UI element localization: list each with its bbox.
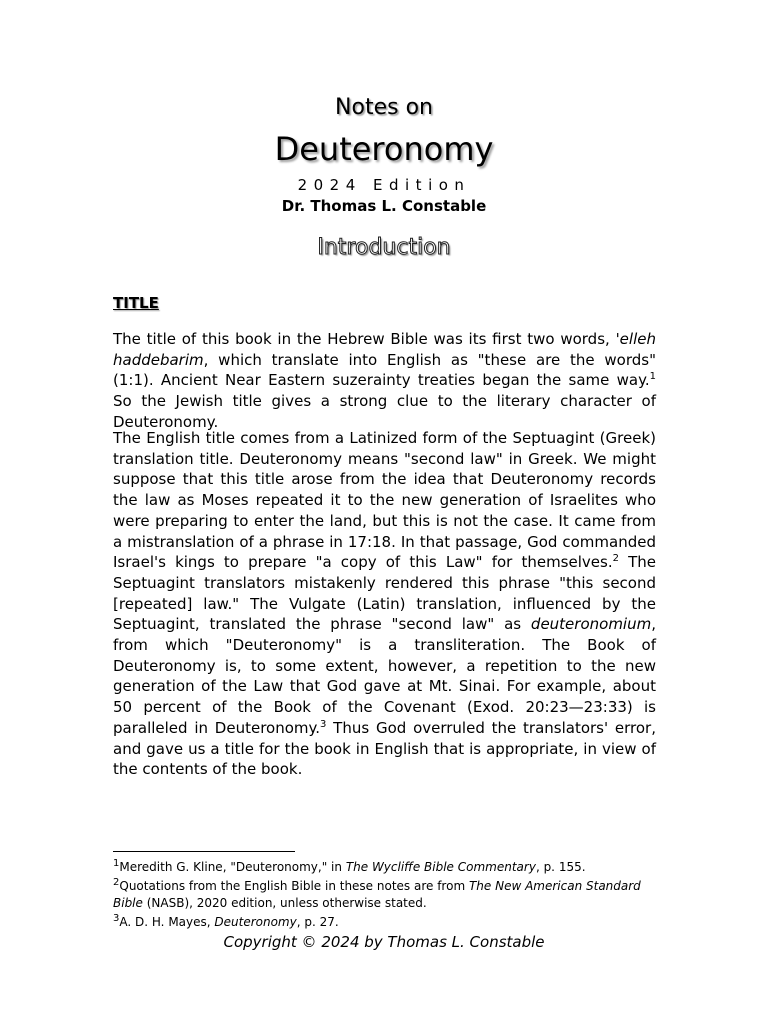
- footnote-2-text-c: (NASB), 2020 edition, unless otherwise stated.: [142, 896, 427, 910]
- footnote-2-number: 2: [113, 877, 120, 888]
- p1-text-a: The title of this book in the Hebrew Bible was its first two words,: [113, 330, 616, 348]
- footnote-1: [113, 859, 673, 876]
- footnote-1-number: 1: [113, 858, 120, 869]
- notes-on-label: Notes on: [335, 95, 433, 120]
- paragraph-1: [113, 329, 656, 433]
- footnote-ref-2[interactable]: 2: [612, 553, 619, 565]
- footnote-1-text-a: Meredith G. Kline, "Deuteronomy," in: [119, 860, 346, 874]
- footnote-3-text-c: , p. 27.: [296, 915, 339, 929]
- p1-text-d: So the Jewish title gives a strong clue to the literary character of Deuteronomy.: [113, 392, 656, 431]
- footnote-ref-1[interactable]: 1: [649, 371, 656, 383]
- p2-text-b: The Septuagint translators mistakenly rendered this phrase "this second [repeated] law." The Vulgate (Latin) translation, influenced by the Septuagint, translated the phrase "second law" as: [113, 553, 656, 634]
- footnote-3-source: Deuteronomy: [214, 915, 297, 929]
- book-title: Deuteronomy: [274, 130, 494, 168]
- p2-latin-term: deuteronomium: [530, 615, 652, 634]
- p1-text-c: , which translate into English as "these are the words" (1:1). Ancient Near Eastern suzerainty treaties began the same way.: [113, 350, 656, 390]
- p2-text-e: Thus God overruled the translators' error, and gave us a title for the book in English that is appropriate, in view of the contents of the book.: [113, 718, 656, 779]
- footnote-ref-3[interactable]: 3: [320, 718, 327, 730]
- footnote-3: [113, 914, 673, 931]
- author-name: Dr. Thomas L. Constable: [281, 197, 487, 215]
- section-heading: Introduction: [317, 235, 451, 260]
- footnote-2: [113, 878, 673, 912]
- footnote-1-text-c: , p. 155.: [535, 860, 586, 874]
- paragraph-2: [113, 428, 656, 780]
- footnote-1-source: The Wycliffe Bible Commentary: [345, 860, 536, 874]
- footnote-3-text-a: A. D. H. Mayes,: [119, 915, 215, 929]
- p2-text-d: , from which "Deuteronomy" is a transliteration. The Book of Deuteronomy is, to some extent, however, a repetition to the new generation of the Law that God gave at Mt. Sinai. For example, about 50 percent of the Book of the Covenant (Exod. 20:23—23:33) is paralleled in Deuteronomy.: [113, 615, 656, 737]
- p2-text-a: The English title comes from a Latinized form of the Septuagint (Greek) translation title. Deuteronomy means "second law" in Greek. We might suppose that this title arose from the idea that Deuteronomy records the law as Moses repeated it to the new generation of Israelites who were preparing to enter the land, but this is not the case. It came from a mistranslation of a phrase in 17:18. In that passage, God commanded Israel's kings to prepare "a copy of this Law" for themselves.: [113, 429, 656, 572]
- edition-label: 2024 Edition: [297, 176, 471, 194]
- p1-hebrew-term: 'elleh haddebarim: [113, 330, 656, 369]
- copyright-notice: Copyright © 2024 by Thomas L. Constable: [223, 933, 545, 951]
- subheading-title: TITLE: [113, 294, 159, 312]
- footnote-3-number: 3: [113, 913, 120, 924]
- footnote-divider: [113, 851, 295, 852]
- footnote-2-source: The New American Standard Bible: [113, 879, 641, 910]
- footnote-2-text-a: Quotations from the English Bible in these notes are from: [119, 879, 469, 893]
